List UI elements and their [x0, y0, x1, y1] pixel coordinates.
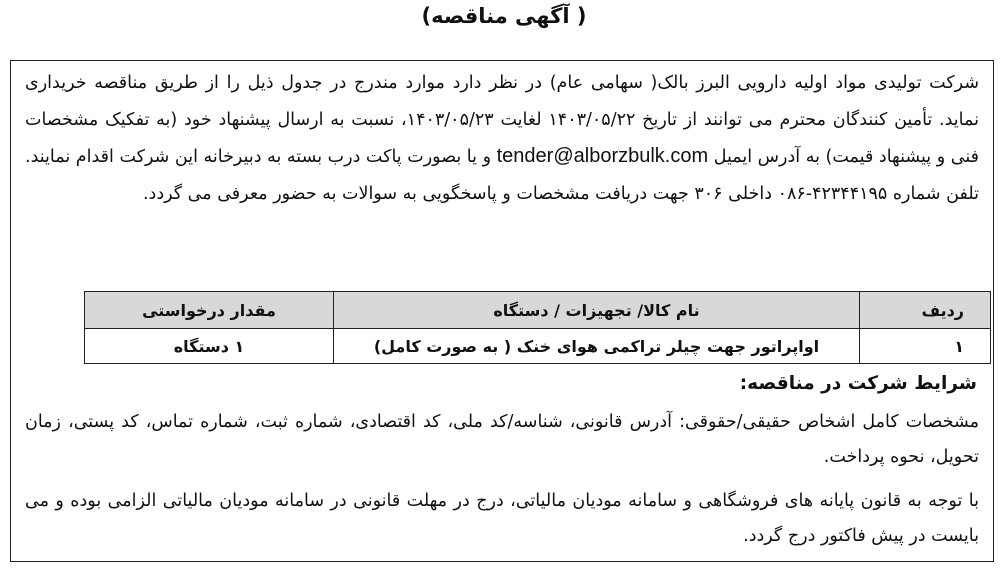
header-quantity: مقدار درخواستی	[85, 292, 334, 329]
table-header-row	[85, 292, 991, 329]
email-address: tender@alborzbulk.com	[496, 145, 709, 167]
condition-item: با توجه به قانون پایانه های فروشگاهی و سامانه مودیان مالیاتی، درج در مهلت قانونی در سامانه مودیان مالیاتی الزامی بوده و می بایست در پیش فاکتور درج گردد.	[25, 491, 979, 546]
conditions-title: شرایط شرکت در مناقصه:	[739, 373, 977, 394]
table-row	[85, 329, 991, 364]
cell-row-number: ۱	[860, 329, 991, 364]
header-item-name: نام کالا/ تجهیزات / دستگاه	[334, 292, 860, 329]
condition-item: مشخصات کامل اشخاص حقیقی/حقوقی: آدرس قانونی، شناسه/کد ملی، کد اقتصادی، شماره ثبت، شماره تماس، کد پستی، زمان تحویل، نحوه پرداخت.	[25, 412, 979, 467]
cell-item-name: اواپراتور جهت چیلر تراکمی هوای خنک ( به صورت کامل)	[334, 329, 860, 364]
header-row-number: ردیف	[860, 292, 991, 329]
intro-text-part1: شرکت تولیدی مواد اولیه دارویی البرز بالک( سهامی عام) در نظر دارد موارد مندرج در جدول ذیل را از طریق مناقصه خریداری نماید. تأمین کنندگان محترم می توانند از تاریخ ۱۴۰۳/۰۵/۲۲ لغایت ۱۴۰۳/۰۵/۲۳، نسبت به ارسال پیشنهاد خود (به تفکیک مشخصات فنی و پیشنهاد قیمت) به آدرس ایمیل	[25, 73, 980, 167]
intro-paragraph	[25, 65, 979, 212]
page-title: ( آگهی مناقصه)	[421, 4, 587, 28]
items-table	[84, 291, 991, 364]
cell-quantity: ۱ دستگاه	[85, 329, 334, 364]
notice-frame	[10, 60, 994, 562]
intro-text-part2: و یا بصورت پاکت درب بسته به دبیرخانه این شرکت اقدام نمایند. تلفن شماره ۴۲۳۴۴۱۹۵-۰۸۶ داخلی ۳۰۶ جهت دریافت مشخصات و پاسخگویی به سوالات به حضور معرفی می گردد.	[25, 147, 979, 204]
